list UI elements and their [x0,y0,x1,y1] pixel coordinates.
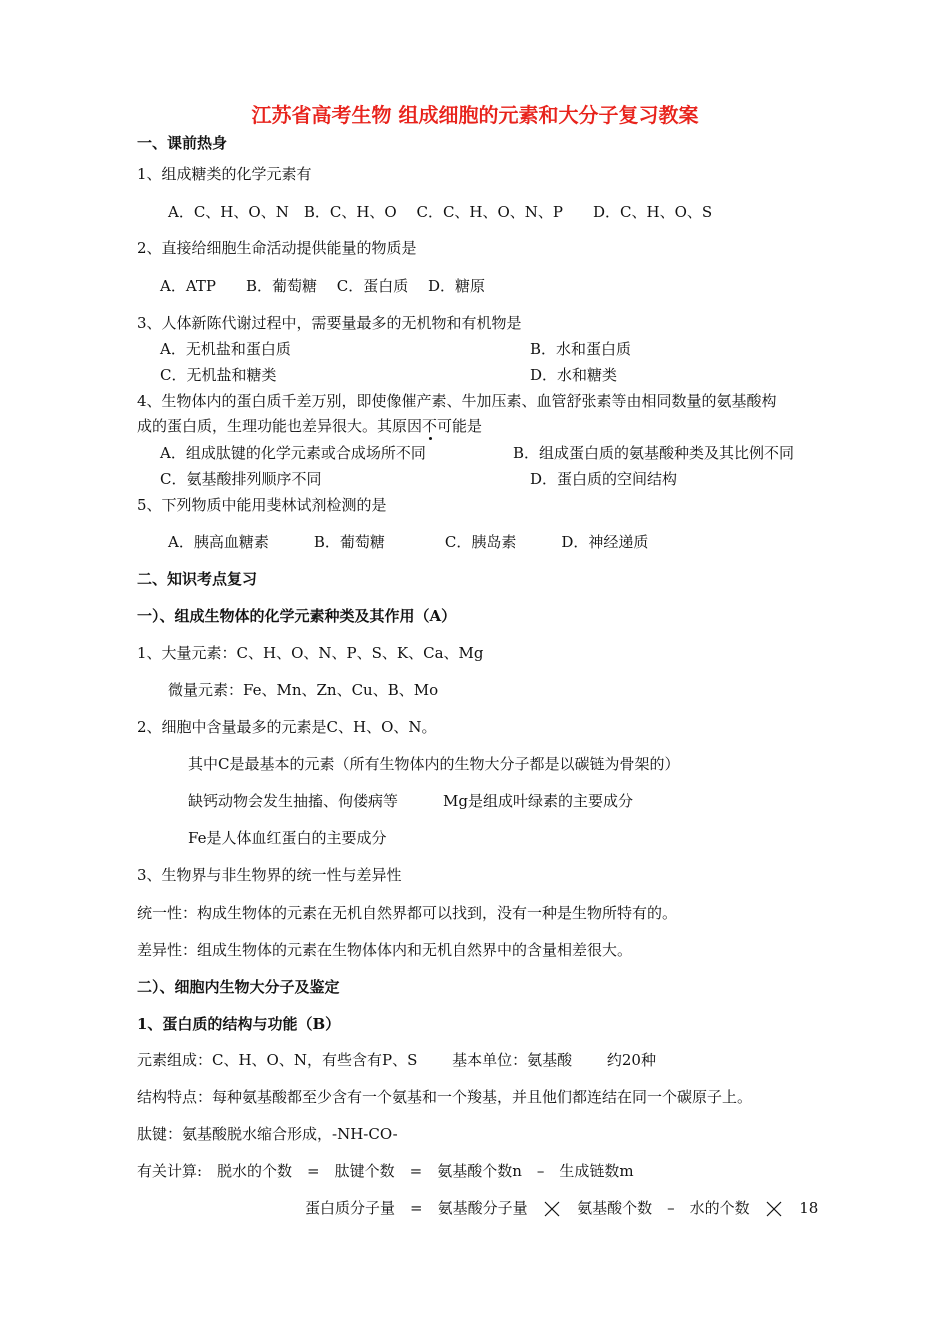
question-4-option-b: B．组成蛋白质的氨基酸种类及其比例不同 [513,444,795,462]
question-2-options: A．ATP B．葡萄糖 C．蛋白质 D．糖原 [160,277,486,295]
question-5-stem: 5、下列物质中能用斐林试剂检测的是 [137,496,387,514]
question-4-stem-line2: 成的蛋白质，生理功能也差异很大。其原因不可能是 [137,417,483,435]
question-3-option-c: C．无机盐和糖类 [160,366,277,384]
section-review-heading: 二、知识考点复习 [137,570,258,588]
question-1-stem: 1、组成糖类的化学元素有 [137,165,312,183]
iron-hemoglobin-line: Fe是人体血红蛋白的主要成分 [188,829,387,847]
question-4-option-c: C．氨基酸排列顺序不同 [160,470,322,488]
most-abundant-elements-line: 2、细胞中含量最多的元素是C、H、O、N。 [137,718,437,736]
unity-line: 统一性：构成生物体的元素在无机自然界都可以找到，没有一种是生物所特有的。 [137,904,678,922]
unity-difference-heading: 3、生物界与非生物界的统一性与差异性 [137,866,402,884]
question-3-option-a: A．无机盐和蛋白质 [160,340,291,358]
multiply-icon [766,1201,782,1217]
question-4-option-a: A．组成肽键的化学元素或合成场所不同 [160,444,426,462]
question-3-stem: 3、人体新陈代谢过程中，需要量最多的无机物和有机物是 [137,314,522,332]
protein-elements-line: 元素组成：C、H、O、N，有些含有P、S 基本单位：氨基酸 约20种 [137,1051,656,1069]
multiply-icon [544,1201,560,1217]
question-3-option-b: B．水和蛋白质 [530,340,632,358]
question-4-stem-line1: 4、生物体内的蛋白质千差万别，即使像催产素、牛加压素、血管舒张素等由相同数量的氨基酸构 [137,392,777,410]
question-4-option-d: D．蛋白质的空间结构 [530,470,678,488]
calculation-line: 有关计算: 脱水的个数 = 肽键个数 = 氨基酸个数n – 生成链数m [137,1162,634,1180]
part-1-heading: 一）、组成生物体的化学元素种类及其作用（A） [137,607,457,625]
molecular-weight-formula: 蛋白质分子量 = 氨基酸分子量 氨基酸个数 – 水的个数 18 [305,1199,819,1217]
protein-subheading: 1、蛋白质的结构与功能（B） [137,1015,341,1033]
document-title: 江苏省高考生物 组成细胞的元素和大分子复习教案 [251,103,699,127]
emphasis-dot-char: 不 [422,417,438,435]
question-3-option-d: D．水和糖类 [530,366,618,384]
amino-acid-structure-line: 结构特点：每种氨基酸都至少含有一个氨基和一个羧基，并且他们都连结在同一个碳原子上。 [137,1088,753,1106]
peptide-bond-line: 肽键：氨基酸脱水缩合形成，-NH-CO- [137,1125,398,1143]
part-2-heading: 二）、细胞内生物大分子及鉴定 [137,978,340,996]
micro-elements-line: 微量元素：Fe、Mn、Zn、Cu、B、Mo [168,681,439,699]
question-5-options: A．胰高血糖素 B．葡萄糖 C．胰岛素 D．神经递质 [168,533,649,551]
calcium-magnesium-line: 缺钙动物会发生抽搐、佝偻病等 Mg是组成叶绿素的主要成分 [188,792,633,810]
difference-line: 差异性：组成生物体的元素在生物体体内和无机自然界中的含量相差很大。 [137,941,633,959]
carbon-basic-element-line: 其中C是最基本的元素（所有生物体内的生物大分子都是以碳链为骨架的） [188,755,680,773]
question-2-stem: 2、直接给细胞生命活动提供能量的物质是 [137,239,417,257]
section-warmup-heading: 一、课前热身 [137,134,228,152]
macro-elements-line: 1、大量元素：C、H、O、N、P、S、K、Ca、Mg [137,644,484,662]
question-1-options: A．C、H、O、N B．C、H、O C．C、H、O、N、P D．C、H、O、S [168,203,713,221]
